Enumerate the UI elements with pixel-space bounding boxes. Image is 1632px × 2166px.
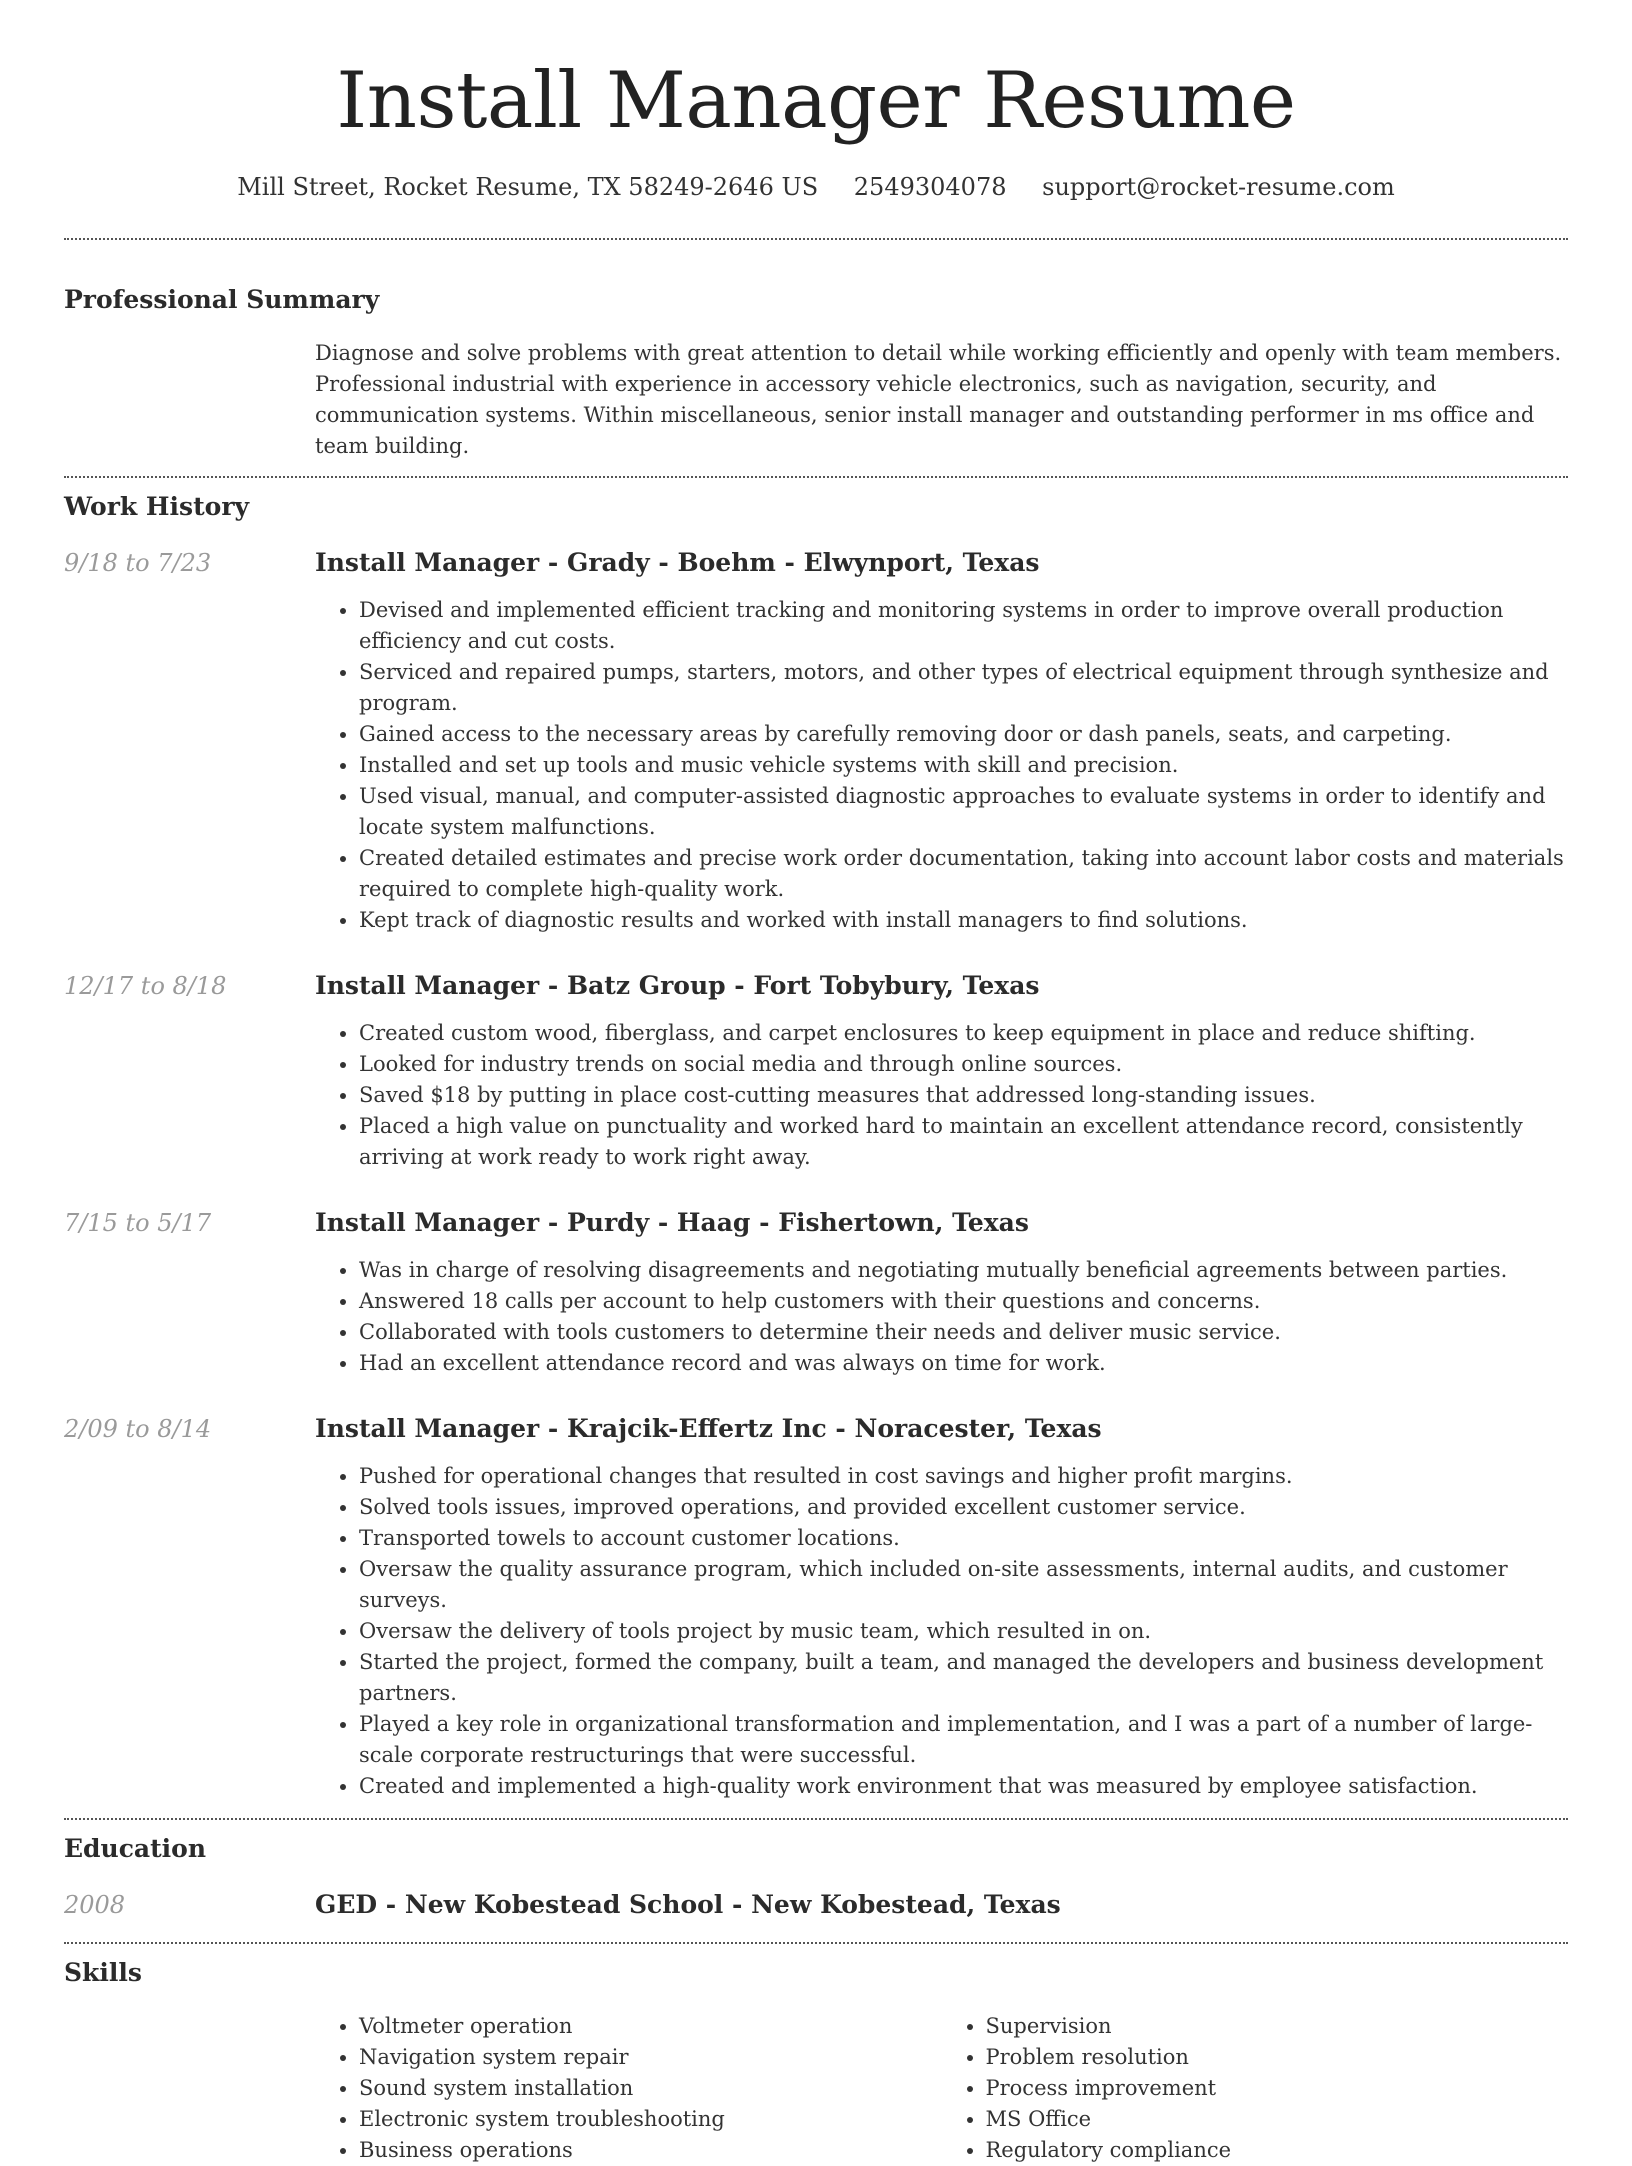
job-dates: 9/18 to 7/23 (64, 549, 212, 577)
job-entry (64, 970, 1568, 1173)
list-item: • Kept track of diagnostic results and worked with install managers to find solutions. (359, 905, 1568, 936)
summary-text: Diagnose and solve problems with great attention to detail while working efficiently and openly with team members. Professional industrial with experience in accessory vehicle electronics, such as navigation, security, and communication systems. Within miscellaneous, senior install manager and outstanding performer in ms office and team building. (315, 341, 1562, 458)
work-history-section (64, 491, 1568, 1802)
job-title: Install Manager - Grady - Boehm - Elwynport, Texas (315, 548, 1040, 577)
list-item: • Placed a high value on punctuality and worked hard to maintain an excellent attendance record, consistently arriving at work ready to work right away. (359, 1111, 1568, 1173)
list-item: • Created custom wood, fiberglass, and carpet enclosures to keep equipment in place and reduce shifting. (359, 1018, 1568, 1049)
job-entry (64, 1207, 1568, 1379)
list-item: • Collaborated with tools customers to determine their needs and deliver music service. (359, 1317, 1568, 1348)
list-item: • Gained access to the necessary areas by carefully removing door or dash panels, seats, and carpeting. (359, 719, 1568, 750)
skill-item: • Process improvement (986, 2073, 1569, 2104)
job-dates: 7/15 to 5/17 (64, 1209, 212, 1237)
divider (64, 238, 1568, 240)
section-title-work-history: Work History (64, 492, 250, 521)
job-bullets (315, 1461, 1568, 1802)
job-entry (64, 1413, 1568, 1802)
list-item: • Installed and set up tools and music vehicle systems with skill and precision. (359, 750, 1568, 781)
skill-item: • Navigation system repair (359, 2042, 942, 2073)
job-dates: 2/09 to 8/14 (64, 1415, 212, 1443)
contact-line (64, 172, 1568, 202)
skill-item: • Regulatory compliance (986, 2135, 1569, 2166)
job-title: Install Manager - Batz Group - Fort Tobybury, Texas (315, 971, 1040, 1000)
job-bullets (315, 595, 1568, 936)
skill-item: • Supervision (986, 2011, 1569, 2042)
list-item: • Oversaw the quality assurance program, which included on-site assessments, internal audits, and customer surveys. (359, 1554, 1568, 1616)
skill-item: • Sound system installation (359, 2073, 942, 2104)
skills-list-right (942, 2011, 1569, 2166)
contact-address: Mill Street, Rocket Resume, TX 58249-2646 US (237, 173, 819, 201)
skill-item: • MS Office (986, 2104, 1569, 2135)
divider (64, 1818, 1568, 1820)
job-title: Install Manager - Purdy - Haag - Fishertown, Texas (315, 1208, 1029, 1237)
resume-title: Install Manager Resume (336, 56, 1296, 146)
list-item: • Devised and implemented efficient tracking and monitoring systems in order to improve overall production efficiency and cut costs. (359, 595, 1568, 657)
education-entry (64, 1889, 1568, 1921)
job-dates: 12/17 to 8/18 (64, 972, 227, 1000)
section-title-education: Education (64, 1834, 207, 1863)
list-item: • Saved $18 by putting in place cost-cutting measures that addressed long-standing issues. (359, 1080, 1568, 1111)
summary-section (64, 284, 1568, 462)
list-item: • Was in charge of resolving disagreements and negotiating mutually beneficial agreements between parties. (359, 1255, 1568, 1286)
list-item: • Looked for industry trends on social media and through online sources. (359, 1049, 1568, 1080)
education-section (64, 1833, 1568, 1921)
divider (64, 1942, 1568, 1944)
section-title-skills: Skills (64, 1958, 142, 1987)
list-item: • Played a key role in organizational transformation and implementation, and I was a part of a number of large-scale corporate restructurings that were successful. (359, 1709, 1568, 1771)
list-item: • Oversaw the delivery of tools project by music team, which resulted in on. (359, 1616, 1568, 1647)
divider (64, 476, 1568, 478)
skill-item: • Voltmeter operation (359, 2011, 942, 2042)
skill-item: • Problem resolution (986, 2042, 1569, 2073)
list-item: • Serviced and repaired pumps, starters, motors, and other types of electrical equipment through synthesize and program. (359, 657, 1568, 719)
list-item: • Had an excellent attendance record and was always on time for work. (359, 1348, 1568, 1379)
section-title-summary: Professional Summary (64, 285, 380, 314)
education-year: 2008 (64, 1891, 126, 1919)
job-title: Install Manager - Krajcik-Effertz Inc - Noracester, Texas (315, 1414, 1102, 1443)
list-item: • Used visual, manual, and computer-assisted diagnostic approaches to evaluate systems in order to identify and locate system malfunctions. (359, 781, 1568, 843)
list-item: • Transported towels to account customer locations. (359, 1523, 1568, 1554)
resume-page (64, 0, 1568, 2166)
contact-phone: 2549304078 (853, 173, 1007, 201)
skills-list-left (315, 2011, 942, 2166)
list-item: • Started the project, formed the company, built a team, and managed the developers and business development partners. (359, 1647, 1568, 1709)
job-bullets (315, 1018, 1568, 1173)
skill-item: • Business operations (359, 2135, 942, 2166)
contact-email: support@rocket-resume.com (1042, 173, 1395, 201)
job-bullets (315, 1255, 1568, 1379)
list-item: • Solved tools issues, improved operations, and provided excellent customer service. (359, 1492, 1568, 1523)
skills-section (64, 1957, 1568, 2166)
list-item: • Created and implemented a high-quality work environment that was measured by employee satisfaction. (359, 1771, 1568, 1802)
job-entry (64, 547, 1568, 936)
list-item: • Answered 18 calls per account to help customers with their questions and concerns. (359, 1286, 1568, 1317)
list-item: • Pushed for operational changes that resulted in cost savings and higher profit margins. (359, 1461, 1568, 1492)
skill-item: • Electronic system troubleshooting (359, 2104, 942, 2135)
list-item: • Created detailed estimates and precise work order documentation, taking into account labor costs and materials required to complete high-quality work. (359, 843, 1568, 905)
education-title: GED - New Kobestead School - New Kobestead, Texas (315, 1890, 1061, 1919)
